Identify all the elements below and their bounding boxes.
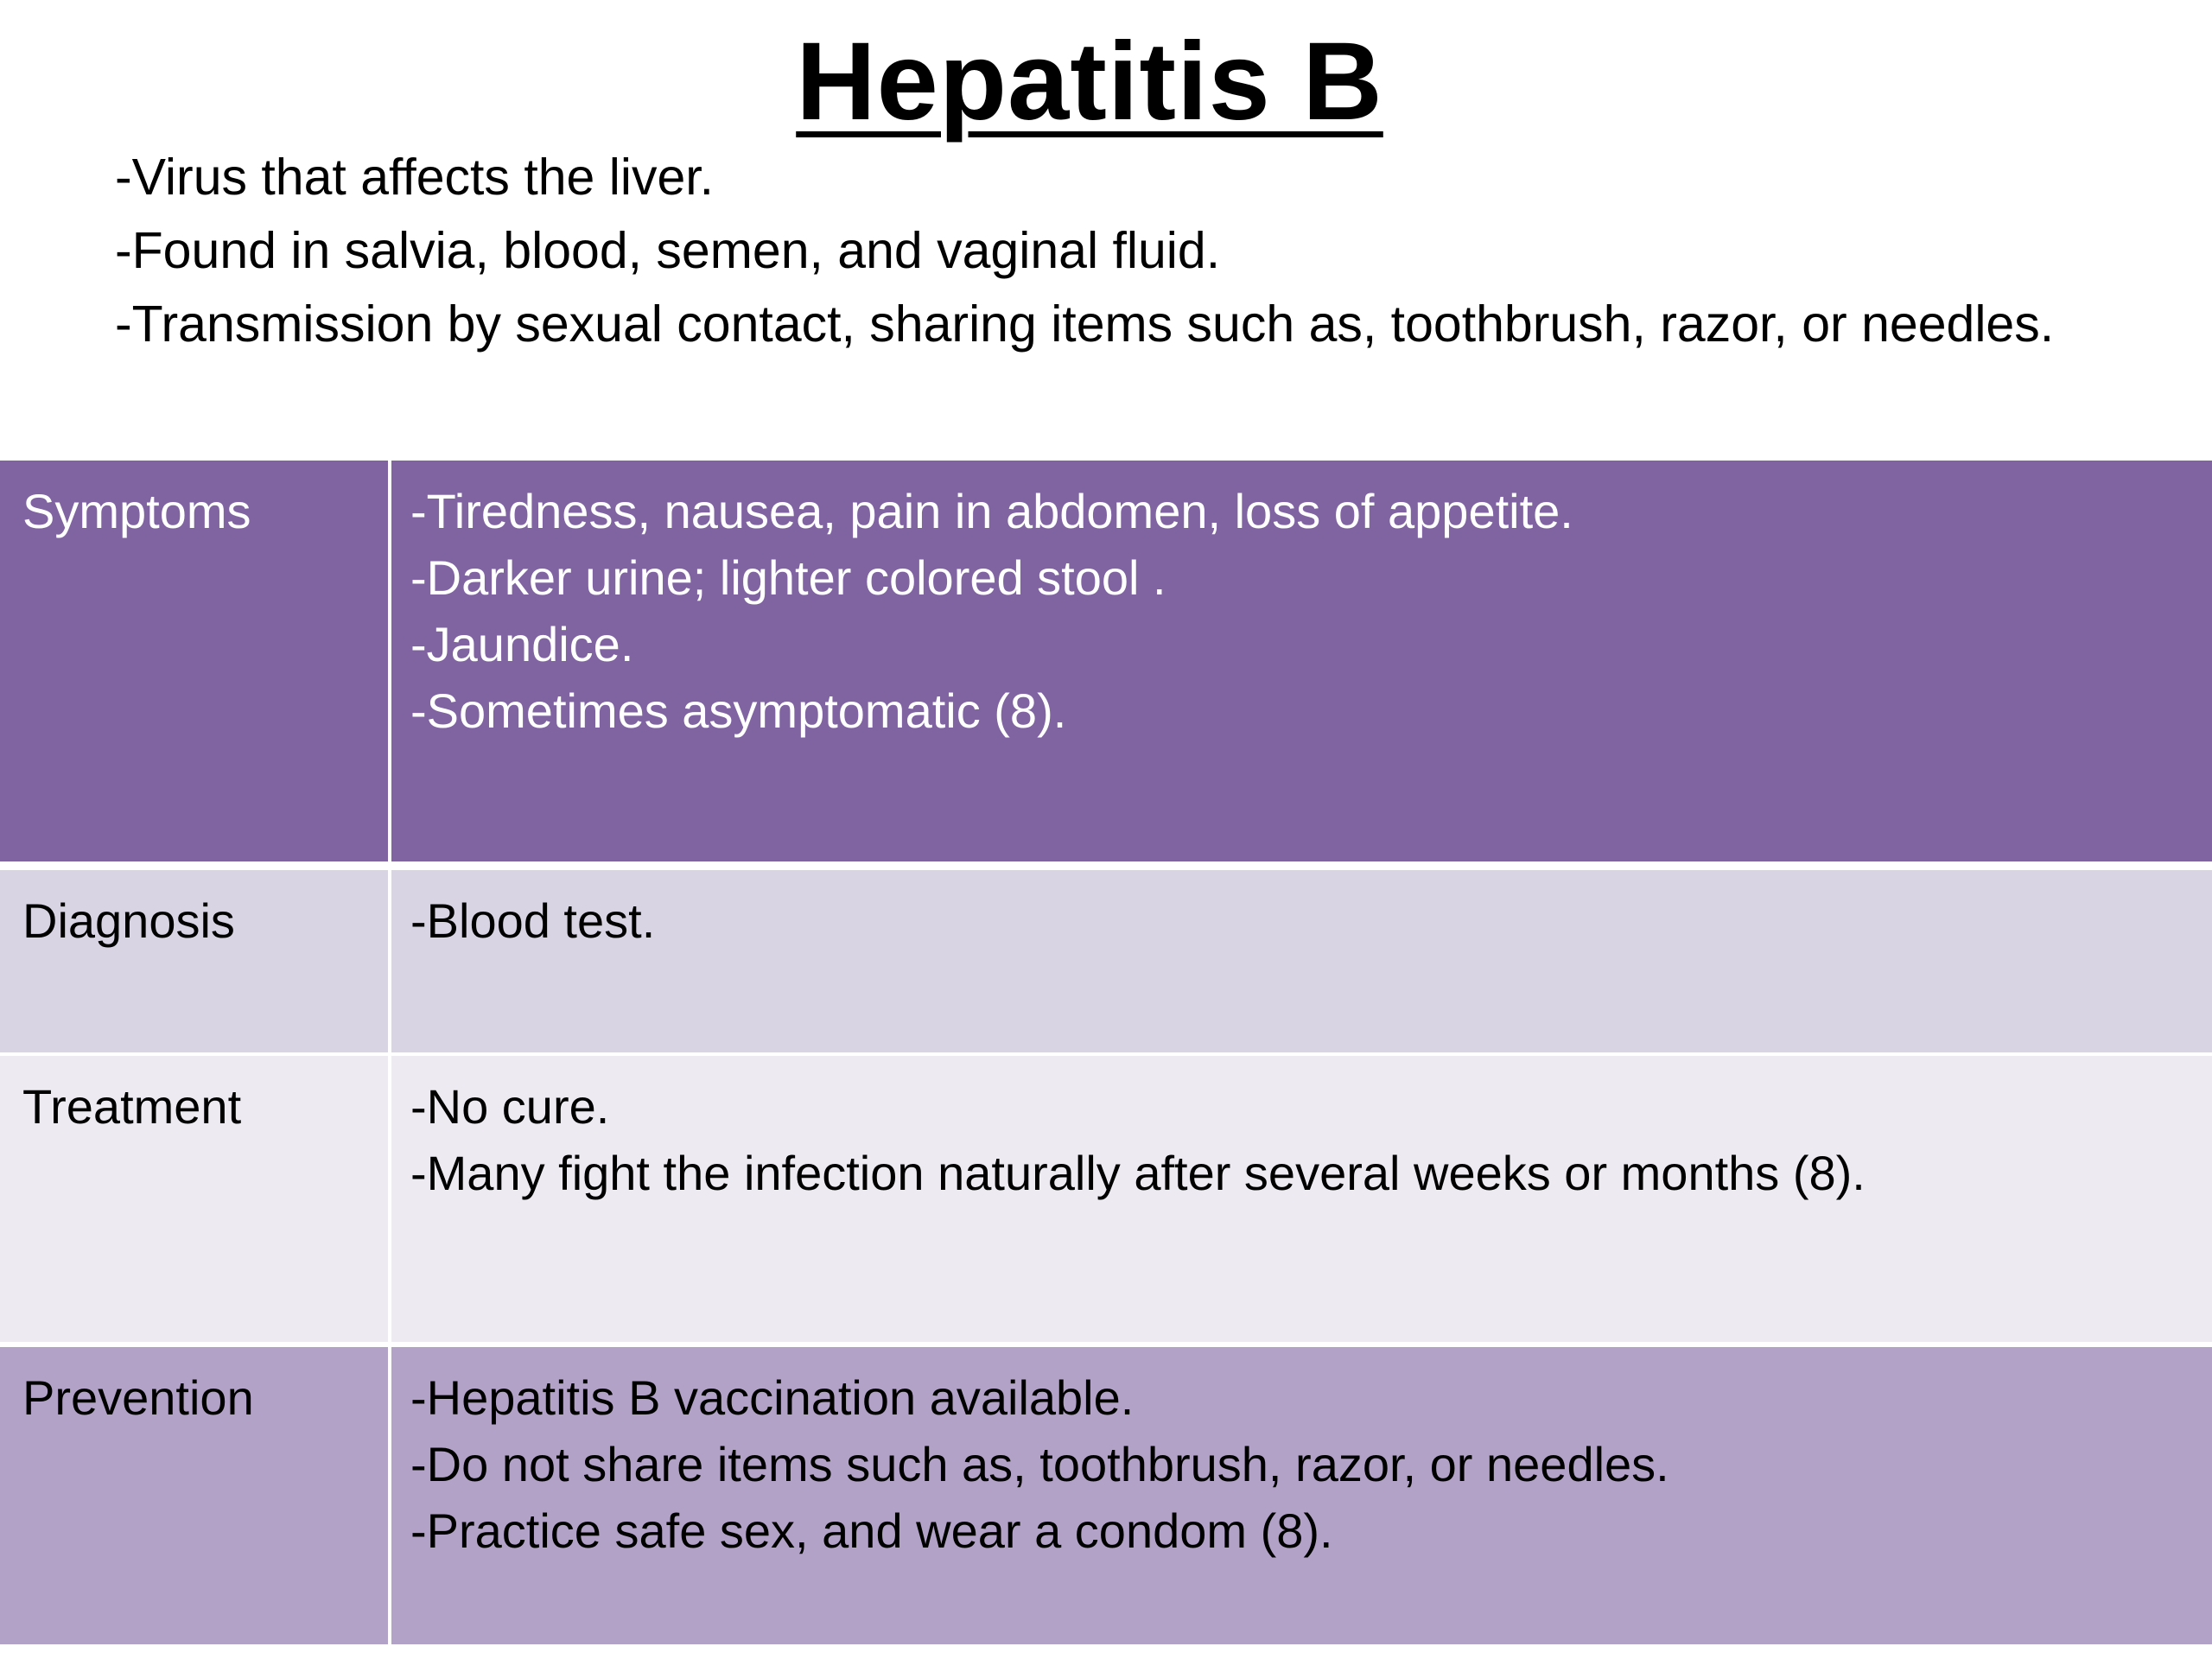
content-line: -Blood test. <box>410 893 656 948</box>
table-row-prevention <box>0 1347 2212 1644</box>
row-label: Diagnosis <box>0 870 388 1052</box>
page-title <box>0 17 2179 147</box>
content-line: -Darker urine; lighter colored stool . <box>410 550 1166 605</box>
row-content <box>391 870 2212 1052</box>
content-line: -Practice safe sex, and wear a condom (8). <box>410 1503 1333 1558</box>
intro-bullet-list <box>115 147 2102 367</box>
row-label: Treatment <box>0 1056 388 1342</box>
content-line: -Many fight the infection naturally after several weeks or months (8). <box>410 1146 1866 1200</box>
row-label: Symptoms <box>0 461 388 861</box>
content-line: -Do not share items such as, toothbrush, razor, or needles. <box>410 1437 1669 1491</box>
row-label: Prevention <box>0 1347 388 1644</box>
content-line: -Tiredness, nausea, pain in abdomen, loss of appetite. <box>410 484 1573 538</box>
table-row-treatment <box>0 1056 2212 1342</box>
content-line: -Jaundice. <box>410 617 634 671</box>
content-line: -No cure. <box>410 1079 610 1134</box>
row-content <box>391 461 2212 861</box>
content-line: -Hepatitis B vaccination available. <box>410 1370 1135 1425</box>
intro-bullet: -Virus that affects the liver. <box>115 149 715 206</box>
table-row-diagnosis <box>0 870 2212 1052</box>
title-text: Hepatitis B <box>796 20 1383 143</box>
row-content <box>391 1347 2212 1644</box>
info-table <box>0 461 2212 1644</box>
table-row-symptoms <box>0 461 2212 861</box>
intro-bullet: -Found in salvia, blood, semen, and vaginal fluid. <box>115 222 1221 279</box>
intro-bullet: -Transmission by sexual contact, sharing items such as, toothbrush, razor, or needles. <box>115 296 2055 353</box>
row-content <box>391 1056 2212 1342</box>
content-line: -Sometimes asymptomatic (8). <box>410 683 1067 738</box>
